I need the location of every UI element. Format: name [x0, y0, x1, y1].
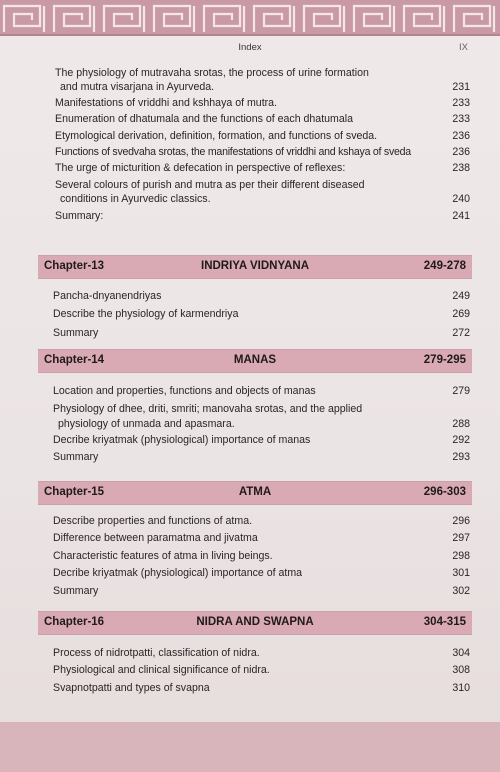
page-number: 279 [452, 385, 470, 397]
page-number: 302 [452, 584, 470, 597]
chapter-13-entries [0, 289, 500, 340]
list-item: Decribe kriyatmak (physiological) importance of manas 292 [53, 434, 470, 447]
page-number: 298 [452, 549, 470, 562]
chapter-14-heading [38, 349, 472, 373]
list-item: Etymological derivation, definition, formation, and functions of sveda. 236 [55, 129, 470, 142]
list-item: Process of nidrotpatti, classification of nidra. 304 [53, 647, 470, 659]
list-item: Pancha-dnyanendriyas 249 [53, 290, 470, 302]
list-item: Describe the physiology of karmendriya 269 [53, 308, 470, 321]
page-number: 269 [452, 308, 470, 321]
chapter-title: MANAS [233, 354, 277, 366]
chapter-title: INDRIYA VIDNYANA [201, 260, 309, 272]
page-edge [0, 722, 500, 772]
list-item: Manifestations of vriddhi and kshhaya of mutra. 233 [55, 96, 470, 109]
page-number: 304 [452, 647, 470, 659]
list-item: Physiological and clinical significance of nidra. 308 [53, 664, 470, 677]
greek-key-pattern-icon [0, 0, 500, 36]
list-item: The urge of micturition & defecation in perspective of reflexes: 238 [55, 162, 470, 175]
chapter-16-entries [0, 646, 500, 695]
page-number: 293 [452, 450, 470, 463]
page-number: 308 [452, 664, 470, 677]
page-number: 296 [452, 515, 470, 527]
chapter-page-range: 296-303 [423, 486, 466, 498]
list-item: Location and properties, functions and objects of manas 279 [53, 385, 470, 397]
list-item: Summary 293 [53, 450, 470, 463]
chapter-15-heading [38, 481, 472, 505]
decorative-border [0, 0, 500, 36]
list-item: Difference between paramatma and jivatma 297 [53, 532, 470, 545]
list-item: Enumeration of dhatumala and the functions of each dhatumala 233 [55, 113, 470, 126]
list-item: Characteristic features of atma in living beings. 298 [53, 549, 470, 562]
list-item: Decribe kriyatmak (physiological) importance of atma 301 [53, 567, 470, 580]
page-number: 231 [452, 81, 470, 94]
list-item: Describe properties and functions of atma. 296 [53, 515, 470, 527]
list-item: Summary: 241 [55, 209, 470, 222]
chapter-page-range: 304-315 [423, 616, 466, 628]
top-entries [0, 66, 500, 223]
list-item: Physiology of dhee, driti, smriti; manovaha srotas, and the applied physiology of unmada and apasmara. 288 [53, 403, 470, 430]
chapter-label: Chapter-13 [44, 260, 105, 272]
page-number: 238 [452, 162, 470, 175]
chapter-title: ATMA [238, 486, 272, 498]
chapter-15-entries [0, 514, 500, 598]
chapter-13-heading [38, 255, 472, 279]
page-number: 288 [452, 417, 470, 430]
chapter-title: NIDRA AND SWAPNA [196, 616, 314, 628]
chapter-14-entries [0, 384, 500, 464]
header-title: Index [238, 42, 262, 53]
page-number: 236 [452, 129, 470, 142]
chapter-label: Chapter-15 [44, 486, 105, 498]
page-number: 241 [452, 209, 470, 222]
page-number: 297 [452, 532, 470, 545]
chapter-label: Chapter-14 [44, 354, 105, 366]
page-number: 310 [452, 681, 470, 694]
chapter-16-heading [38, 611, 472, 635]
page-number: 272 [452, 326, 470, 339]
list-item: Summary 302 [53, 584, 470, 597]
page-number: 240 [452, 193, 470, 206]
page-number: 292 [452, 434, 470, 447]
list-item: Svapnotpatti and types of svapna 310 [53, 681, 470, 694]
page-number: 236 [452, 146, 470, 159]
chapter-label: Chapter-16 [44, 616, 105, 628]
page-number: 233 [452, 96, 470, 109]
chapter-page-range: 249-278 [423, 260, 466, 272]
list-item: Several colours of purish and mutra as per their different diseased conditions in Ayurvedic classics. 240 [55, 178, 470, 206]
page-number: 301 [452, 567, 470, 580]
list-item: Functions of svedvaha srotas, the manifestations of vriddhi and kshaya of sveda 236 [55, 146, 470, 159]
list-item: The physiology of mutravaha srotas, the process of urine formation and mutra visarjana in Ayurveda. 231 [55, 67, 470, 94]
page-number: 233 [452, 113, 470, 126]
running-header [0, 40, 500, 56]
page-number: 249 [452, 290, 470, 302]
list-item: Summary 272 [53, 326, 470, 339]
chapter-page-range: 279-295 [423, 354, 466, 366]
header-page-number: IX [459, 42, 468, 53]
